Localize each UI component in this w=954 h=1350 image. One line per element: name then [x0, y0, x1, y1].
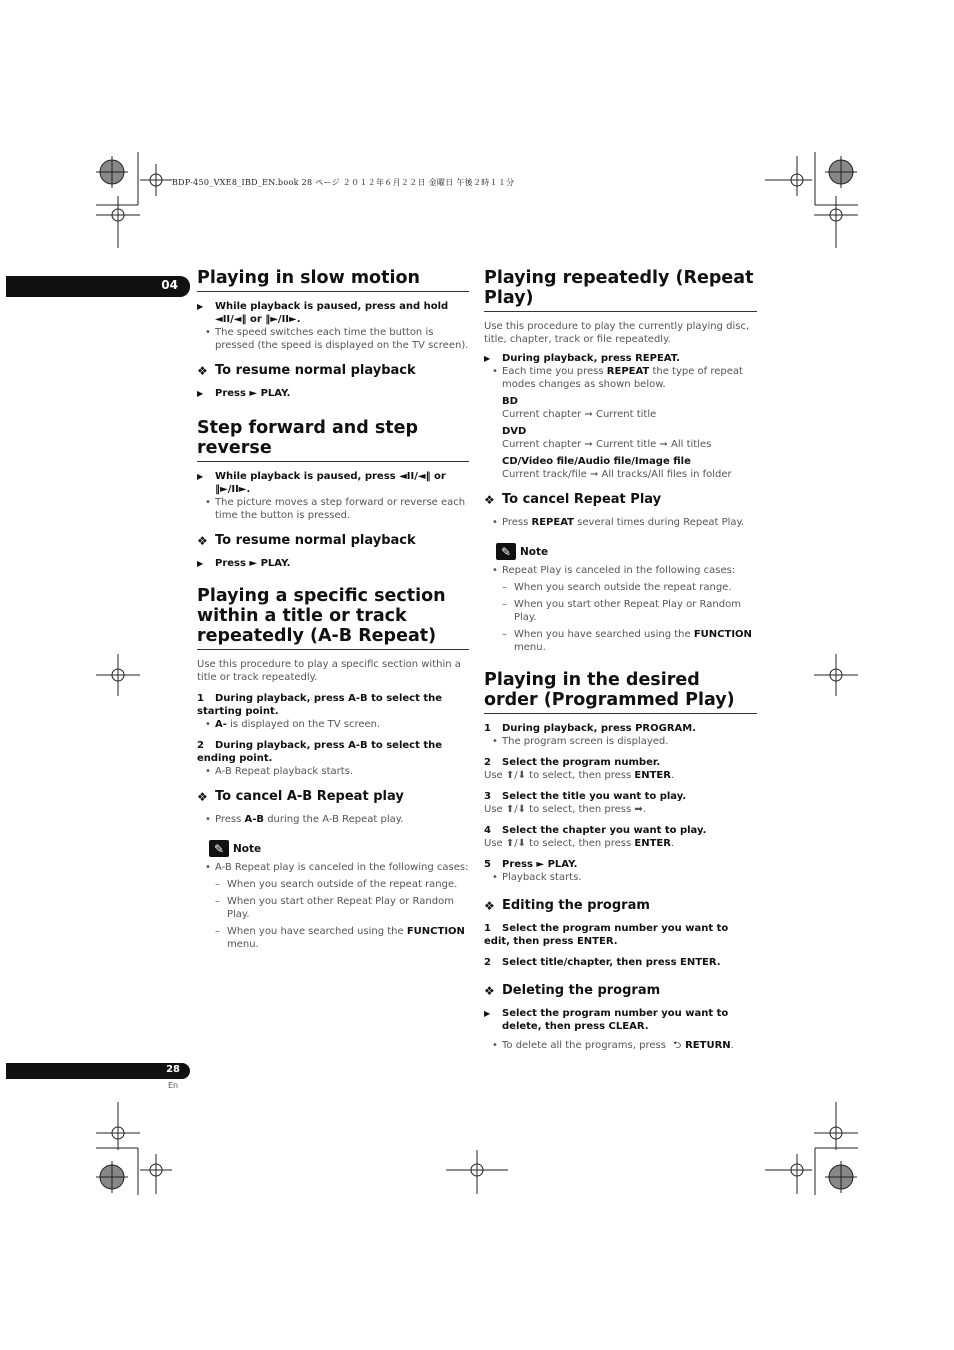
step-body: Use ⬆/⬇ to select, then press ENTER. [484, 838, 675, 849]
triangle-icon: ▶ [484, 354, 491, 363]
step-body: Use ⬆/⬇ to select, then press ENTER. [484, 770, 675, 781]
mode-label-bd: BD [502, 396, 518, 407]
bullet: • A- is displayed on the TV screen. [205, 719, 381, 730]
step: 2 Select the program number. [484, 757, 661, 768]
diamond-icon: ❖ [197, 534, 208, 548]
step: 2 Select title/chapter, then press ENTER. [484, 957, 721, 968]
diamond-icon: ❖ [197, 364, 208, 378]
bullet: • Each time you press REPEAT the type of repeat modes changes as shown below. [492, 366, 743, 390]
instruction: ▶ Press ► PLAY. [197, 388, 291, 399]
subheading-cancel-ab: ❖ To cancel A-B Repeat play [197, 789, 404, 804]
step: 2 During playback, press A-B to select the ending point. [197, 740, 443, 764]
left-column [197, 268, 469, 951]
mode-label-dvd: DVD [502, 426, 527, 437]
step: 5 Press ► PLAY. [484, 859, 578, 870]
section-title-ab-repeat: Playing a specific section within a title or track repeatedly (A-B Repeat) [197, 586, 469, 650]
intro-text: Use this procedure to play a specific section within a title or track repeatedly. [197, 659, 461, 683]
diamond-icon: ❖ [484, 493, 495, 507]
step: 4 Select the chapter you want to play. [484, 825, 707, 836]
triangle-icon: ▶ [197, 559, 204, 568]
note-heading: ✎ Note [496, 543, 757, 560]
dash-item: – When you have searched using the FUNCTION menu. [502, 629, 752, 653]
dash-item: – When you start other Repeat Play or Random Play. [502, 599, 741, 623]
diamond-icon: ❖ [197, 790, 208, 804]
diamond-icon: ❖ [484, 984, 495, 998]
page-number: 28 [166, 1064, 180, 1075]
bullet: • Press REPEAT several times during Repeat Play. [492, 517, 745, 528]
intro-text: Use this procedure to play the currently playing disc, title, chapter, track or file repeatedly. [484, 321, 750, 345]
dash-item: – When you search outside of the repeat range. [215, 879, 458, 890]
dash-item: – When you search outside the repeat range. [502, 582, 732, 593]
note-pencil-icon: ✎ [496, 543, 516, 560]
mode-line-dvd: Current chapter ➞ Current title ➞ All titles [502, 439, 712, 450]
section-title-slow-motion: Playing in slow motion [197, 268, 469, 292]
chapter-number: 04 [161, 278, 178, 292]
page-number-tab [6, 1063, 190, 1079]
mode-label-cd: CD/Video file/Audio file/Image file [502, 456, 691, 467]
instruction: ▶ While playback is paused, press and hold ◄II/◄‖ or ‖►/II►. [197, 301, 449, 325]
subheading-deleting: ❖ Deleting the program [484, 983, 661, 998]
step: 1 During playback, press PROGRAM. [484, 723, 697, 734]
bullet: • A-B Repeat playback starts. [205, 766, 354, 777]
triangle-icon: ▶ [197, 389, 204, 398]
instruction: ▶ Press ► PLAY. [197, 558, 291, 569]
subheading-resume: ❖ To resume normal playback [197, 363, 416, 378]
instruction: ▶ Select the program number you want to delete, then press CLEAR. [484, 1008, 729, 1032]
instruction: ▶ While playback is paused, press ◄II/◄‖ or ‖►/II►. [197, 471, 446, 495]
step-body: Use ⬆/⬇ to select, then press ➡. [484, 804, 646, 815]
triangle-icon: ▶ [484, 1009, 491, 1018]
section-title-programmed: Playing in the desired order (Programmed Play) [484, 670, 757, 714]
bullet: • The picture moves a step forward or reverse each time the button is pressed. [205, 497, 466, 521]
subheading-cancel-repeat: ❖ To cancel Repeat Play [484, 492, 662, 507]
bullet: • The program screen is displayed. [492, 736, 669, 747]
subheading-editing: ❖ Editing the program [484, 898, 650, 913]
bullet: • Press A-B during the A-B Repeat play. [205, 814, 404, 825]
section-title-step: Step forward and step reverse [197, 418, 469, 462]
dash-item: – When you start other Repeat Play or Random Play. [215, 896, 454, 920]
chapter-tab [6, 276, 190, 297]
triangle-icon: ▶ [197, 302, 204, 311]
bullet: • A-B Repeat play is canceled in the following cases: [205, 862, 469, 873]
note-pencil-icon: ✎ [209, 840, 229, 857]
step: 3 Select the title you want to play. [484, 791, 687, 802]
triangle-icon: ▶ [197, 472, 204, 481]
bullet: • The speed switches each time the button is pressed (the speed is displayed on the TV screen). [205, 327, 469, 351]
page-language: En [168, 1081, 179, 1090]
step: 1 During playback, press A-B to select the starting point. [197, 693, 443, 717]
right-column [484, 268, 757, 1052]
return-icon: ⮌ [673, 1040, 682, 1051]
step: 1 Select the program number you want to edit, then press ENTER. [484, 923, 729, 947]
mode-line-cd: Current track/file ➞ All tracks/All files in folder [502, 469, 732, 480]
diamond-icon: ❖ [484, 899, 495, 913]
bullet: • Playback starts. [492, 872, 582, 883]
section-title-repeat: Playing repeatedly (Repeat Play) [484, 268, 757, 312]
note-heading: ✎ Note [209, 840, 469, 857]
bullet: • To delete all the programs, press ⮌ RETURN. [492, 1040, 734, 1051]
dash-item: – When you have searched using the FUNCTION menu. [215, 926, 465, 950]
bullet: • Repeat Play is canceled in the following cases: [492, 565, 736, 576]
subheading-resume: ❖ To resume normal playback [197, 533, 416, 548]
instruction: ▶ During playback, press REPEAT. [484, 353, 680, 364]
print-header: BDP-450_VXE8_IBD_EN.book 28 ページ ２０１２年６月２２日 金曜日 午後２時１１分 [172, 178, 515, 187]
mode-line-bd: Current chapter ➞ Current title [502, 409, 657, 420]
